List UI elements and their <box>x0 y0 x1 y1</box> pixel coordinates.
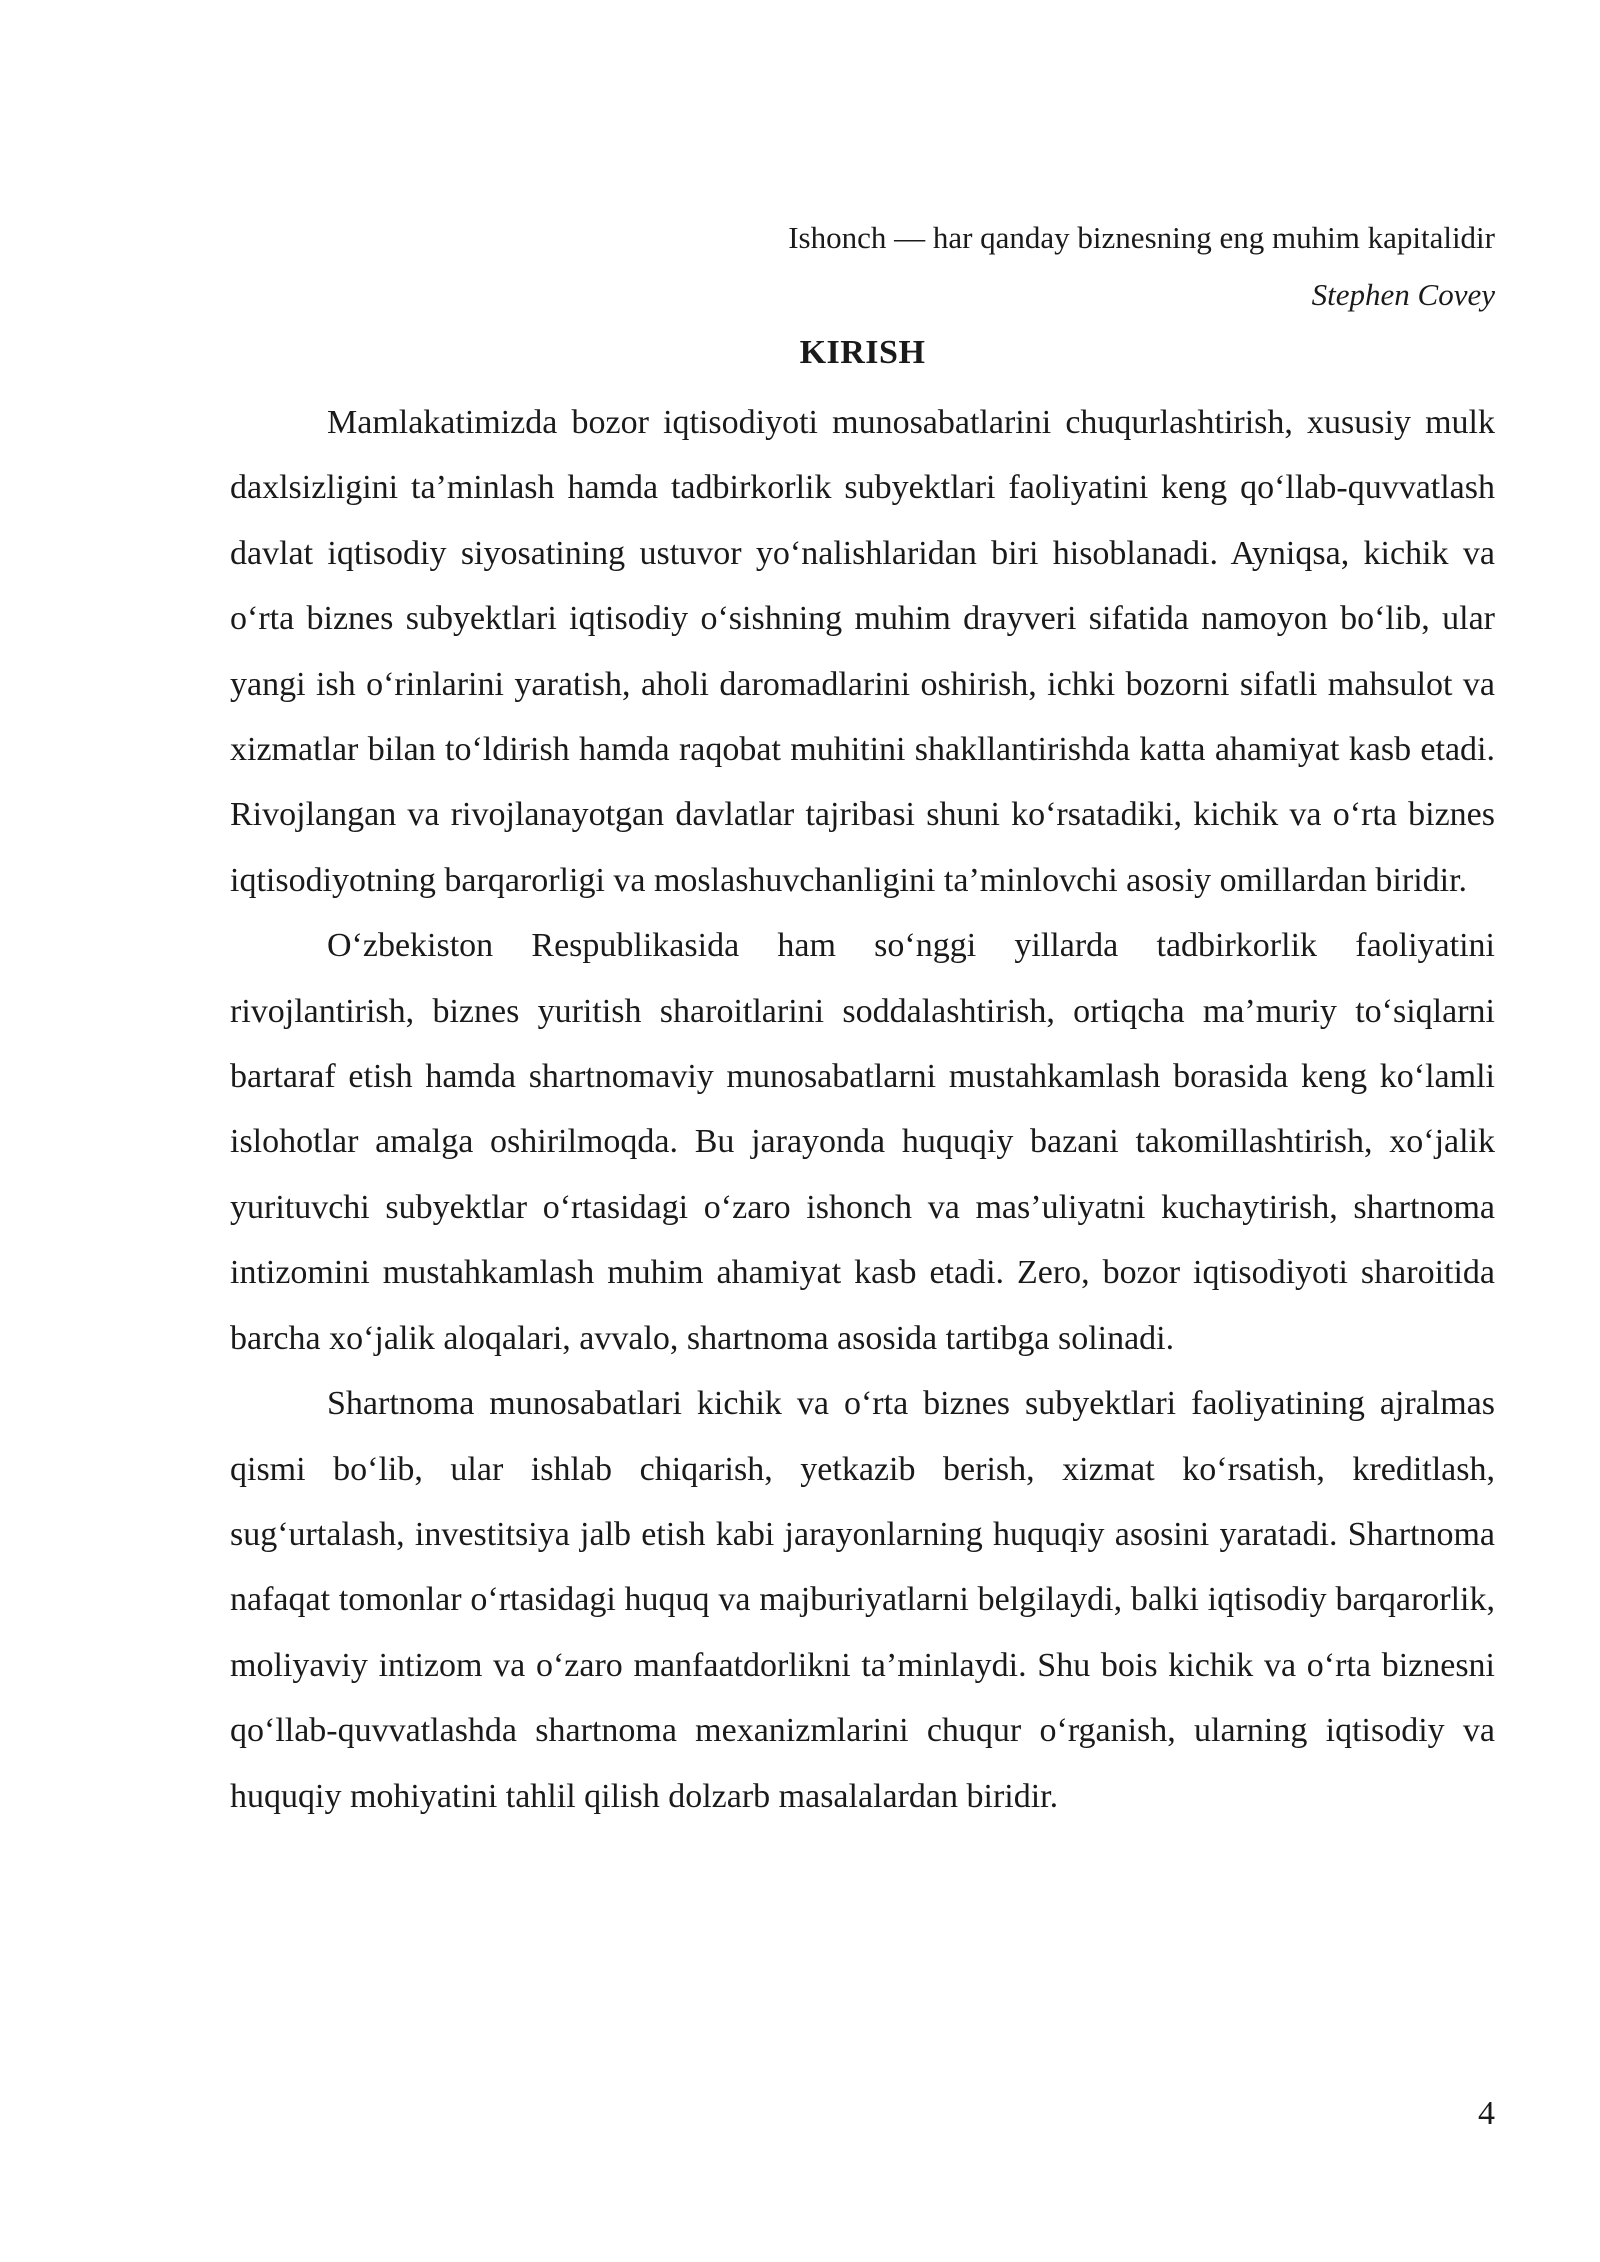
paragraph-1: Mamlakatimizda bozor iqtisodiyoti munosabatlarini chuqurlashtirish, xususiy mulk daxlsizligini ta’minlash hamda tadbirkorlik subyektlari faoliyatini keng qo‘llab-quvvatlash davlat iqtisodiy siyosatining ustuvor yo‘nalishlaridan biri hisoblanadi. Ayniqsa, kichik va o‘rta biznes subyektlari iqtisodiy o‘sishning muhim drayveri sifatida namoyon bo‘lib, ular yangi ish o‘rinlarini yaratish, aholi daromadlarini oshirish, ichki bozorni sifatli mahsulot va xizmatlar bilan to‘ldirish hamda raqobat muhitini shakllantirishda katta ahamiyat kasb etadi. Rivojlangan va rivojlanayotgan davlatlar tajribasi shuni ko‘rsatadiki, kichik va o‘rta biznes iqtisodiyotning barqarorligi va moslashuvchanligini ta’minlovchi asosiy omillardan biridir. <box>230 404 1495 899</box>
paragraph-2: O‘zbekiston Respublikasida ham so‘nggi yillarda tadbirkorlik faoliyatini rivojlantirish, biznes yuritish sharoitlarini soddalashtirish, ortiqcha ma’muriy to‘siqlarni bartaraf etish hamda shartnomaviy munosabatlarni mustahkamlash borasida keng ko‘lamli islohotlar amalga oshirilmoqda. Bu jarayonda huquqiy bazani takomillashtirish, xo‘jalik yurituvchi subyektlar o‘rtasidagi o‘zaro ishonch va mas’uliyatni kuchaytirish, shartnoma intizomini mustahkamlash muhim ahamiyat kasb etadi. Zero, bozor iqtisodiyoti sharoitida barcha xo‘jalik aloqalari, avvalo, shartnoma asosida tartibga solinadi. <box>230 927 1495 1357</box>
body-text <box>230 390 1495 1829</box>
paragraph-3: Shartnoma munosabatlari kichik va o‘rta biznes subyektlari faoliyatining ajralmas qismi bo‘lib, ular ishlab chiqarish, yetkazib berish, xizmat ko‘rsatish, kreditlash, sug‘urtalash, investitsiya jalb etish kabi jarayonlarning huquqiy asosini yaratadi. Shartnoma nafaqat tomonlar o‘rtasidagi huquq va majburiyatlarni belgilaydi, balki iqtisodiy barqarorlik, moliyaviy intizom va o‘zaro manfaatdorlikni ta’minlaydi. Shu bois kichik va o‘rta biznesni qo‘llab-quvvatlashda shartnoma mexanizmlarini chuqur o‘rganish, ularning iqtisodiy va huquqiy mohiyatini tahlil qilish dolzarb masalalardan biridir. <box>230 1385 1495 1815</box>
section-heading: KIRISH <box>799 334 926 371</box>
epigraph-quote: Ishonch — har qanday biznesning eng muhim kapitalidir <box>788 220 1495 255</box>
epigraph-author: Stephen Covey <box>1311 277 1495 312</box>
page-number: 4 <box>1478 2095 1495 2132</box>
